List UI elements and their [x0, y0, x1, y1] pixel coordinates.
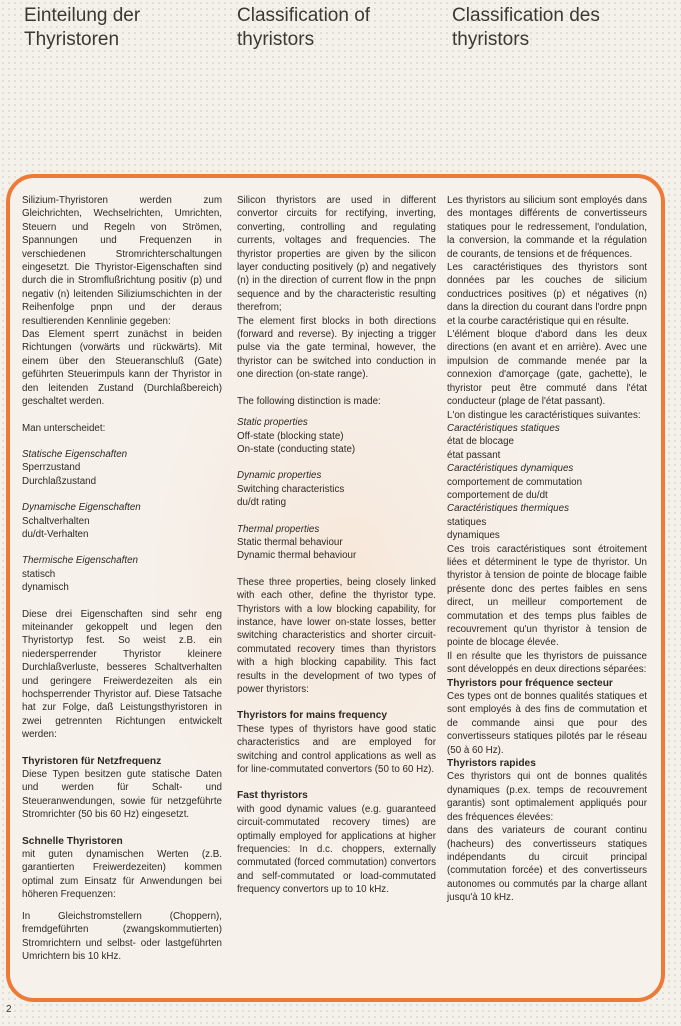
en-static-item-2: On-state (conducting state) [237, 443, 356, 455]
fr-fast-text: Ces thyristors qui ont de bonnes qualités dynamiques (p.ex. temps de recouvrement garantis) sont optimalement appliqués pour des fréquences élevées: [447, 771, 647, 823]
de-thermal-item-1: statisch [22, 568, 56, 580]
de-fast-text-2: In Gleichstromstellern (Choppern), fremdgeführten (zwangskommutierten) Stromrichtern und selbst- oder lastgeführten Umrichtern bis 10 kHz. [22, 910, 222, 962]
de-paragraph-2: Das Element sperrt zunächst in beiden Richtungen (vorwärts und rückwärts). Mit einem über den Steueranschluß (Gate) geführten Steuerimpuls kann der Thyristor in den leitenden Zustand (Durchlaßbereich) geschaltet werden. [22, 329, 222, 408]
en-intro: Silicon thyristors are used in different convertor circuits for rectifying, inverting, converting, controlling and regulating currents, voltages and frequencies. The thyristor properties are given by the silicon layer conducting positively (p) and negatively (n) in the direction of current flow in the pnpn sequence and by the characteristic resulting therefrom; [237, 195, 436, 314]
en-distinction: The following distinction is made: [237, 395, 381, 407]
en-static-title: Static properties [237, 417, 308, 429]
en-thermal-item-2: Dynamic thermal behaviour [237, 550, 357, 562]
de-static-title: Statische Eigenschaften [22, 448, 128, 460]
fr-dynamic-item-1: comportement de commutation [447, 476, 583, 488]
heading-german: Einteilung der Thyristoren [24, 5, 141, 50]
heading-english: Classification of thyristors [237, 5, 371, 50]
heading-french: Classification des thyristors [452, 5, 600, 50]
page-number: 2 [6, 1004, 12, 1015]
en-dynamic-item-1: Switching characteristics [237, 483, 345, 495]
en-mains-title: Thyristors for mains frequency [237, 710, 388, 722]
fr-paragraph-5: Il en résulte que les thyristors de puissance sont développés en deux directions séparées: [447, 650, 647, 676]
fr-thermal-title: Caractéristiques thermiques [447, 503, 569, 515]
de-intro: Silizium-Thyristoren werden zum Gleichrichten, Wechselrichten, Umrichten, Steuern und Regeln von Strömen, Spannungen und Frequenzen in verschiedenen Stromrichterschaltungen eingesetzt. Die Thyristor-Eigenschaften sind durch die in Stromflußrichtung positiv (p) und negativ (n) leitenden Siliziumschichten in der Reihenfolge pnpn und der deraus resultierenden Kennlinie gegeben: [22, 195, 222, 327]
en-static-item-1: Off-state (blocking state) [237, 430, 344, 442]
de-mains-title: Thyristoren für Netzfrequenz [22, 755, 162, 767]
en-fast-title: Fast thyristors [237, 790, 308, 802]
fr-paragraph-2: Les caractéristiques des thyristors sont données par les couches de silicium conductrices positives (p) et négatives (n) dans la direction du courant dans l'ordre pnpn et la courbe caractéristique qui en résulte. [447, 262, 647, 327]
fr-static-item-1: état de blocage [447, 436, 514, 448]
de-distinction: Man unterscheidet: [22, 422, 106, 434]
de-dynamic-item-2: du/dt-Verhalten [22, 528, 89, 540]
en-thermal-title: Thermal properties [237, 523, 320, 535]
en-paragraph-2: The element first blocks in both directions (forward and reverse). By injecting a trigger pulse via the gate terminal, however, the thyristor can be switched into conduction in one direction (on-state range). [237, 315, 436, 381]
de-fast-text: mit guten dynamischen Werten (z.B. garantierten Freiwerdezeiten) kommen optimal zum Einsatz für Anwendungen bei höheren Frequenzen: [22, 849, 222, 901]
fr-fast-title: Thyristors rapides [447, 758, 536, 770]
en-dynamic-title: Dynamic properties [237, 470, 322, 482]
en-mains-text: These types of thyristors have good static characteristics and are employed for switching and control applications as well as for line-commutated convertors (50 to 60 Hz). [237, 723, 436, 776]
column-german [22, 194, 222, 963]
fr-static-item-2: état passant [447, 449, 501, 461]
fr-intro: Les thyristors au silicium sont employés dans des montages différents de convertisseurs statiques pour le redressement, l'ondulation, la conversion, la commande et la régulation de courants, de tensions et de fréquences. [447, 195, 647, 260]
fr-thermal-item-1: statiques [447, 516, 487, 528]
en-dynamic-item-2: du/dt rating [237, 497, 287, 509]
fr-paragraph-4: Ces trois caractéristiques sont étroitement liées et déterminent le type de thyristor. Un thyristor à tension de pointe de blocage faible présente donc des pertes faibles en sens direct, un meilleur comportement de commutation et des temps plus faibles de recouvrement qu'un thyristor à tension de pointe de blocage élevée. [447, 543, 647, 649]
fr-distinction: L'on distingue les caractéristiques suivantes: [447, 409, 641, 421]
de-static-item-2: Durchlaßzustand [22, 475, 97, 487]
de-dynamic-item-1: Schaltverhalten [22, 515, 90, 527]
fr-paragraph-3: L'élément bloque d'abord dans les deux directions (en avant et en arrière). Avec une impulsion de commande menée par la connexion d'amorçage (gate, gachette), le thyristor peut être commuté dans l'état conducteur (plage de l'état passant). [447, 329, 647, 408]
de-fast-title: Schnelle Thyristoren [22, 835, 123, 847]
de-paragraph-3: Diese drei Eigenschaften sind sehr eng miteinander gekoppelt und legen den Thyristortyp fest. So weist z.B. ein niedersperrender Thyristor kleinere Durchlaßverluste, besseres Schaltverhalten und geringere Freiwerdezeiten als ein hochsperrender Thyristor auf. Diese Tatsache hat zur Folge, daß Leistungsthyristoren in zwei getrennten Richtungen entwickelt werden: [22, 608, 222, 741]
de-mains-text: Diese Typen besitzen gute statische Daten und werden für Schalt- und Steueranwendungen, sowie für netzgeführte Stromrichter (50 bis 60 Hz) eingesetzt. [22, 769, 222, 821]
de-thermal-item-2: dynamisch [22, 582, 69, 594]
fr-dynamic-title: Caractéristiques dynamiques [447, 463, 574, 475]
column-english [237, 194, 436, 897]
fr-fast-text-2: dans des variateurs de courant continu (hacheurs) des convertisseurs statiques indépendants du circuit principal (commutation forcée) et des convertisseurs autonomes ou commutés par la charge allant jusqu'à 10 kHz. [447, 825, 647, 904]
en-fast-text: with good dynamic values (e.g. guaranteed circuit-commutated recovery times) are optimally employed for applications at higher frequencies: In d.c. choppers, externally commutated (forced commutation) convertors and self-commutated or load-commutated frequency convertors up to 10 kHz. [237, 803, 436, 896]
de-dynamic-title: Dynamische Eigenschaften [22, 502, 141, 514]
de-thermal-title: Thermische Eigenschaften [22, 555, 138, 567]
fr-thermal-item-2: dynamiques [447, 530, 500, 542]
fr-mains-title: Thyristors pour fréquence secteur [447, 677, 613, 689]
fr-dynamic-item-2: comportement de du/dt [447, 489, 548, 501]
fr-static-title: Caractéristiques statiques [447, 422, 560, 434]
en-thermal-item-1: Static thermal behaviour [237, 536, 343, 548]
en-paragraph-3: These three properties, being closely linked with each other, define the thyristor type. Thyristors with a low blocking capability, for instance, have lower on-state losses, better switching characteristics and shorter circuit-commutated recovery times than thyristors with a high blocking capability. This fact results in the development of two types of power thyristors: [237, 576, 436, 695]
fr-mains-text: Ces types ont de bonnes qualités statiques et sont employés à des fins de commutation et de commande ainsi que pour des convertisseurs statiques pilotés par le réseau (50 à 60 Hz). [447, 691, 647, 756]
column-french [447, 194, 647, 905]
de-static-item-1: Sperrzustand [22, 462, 81, 474]
